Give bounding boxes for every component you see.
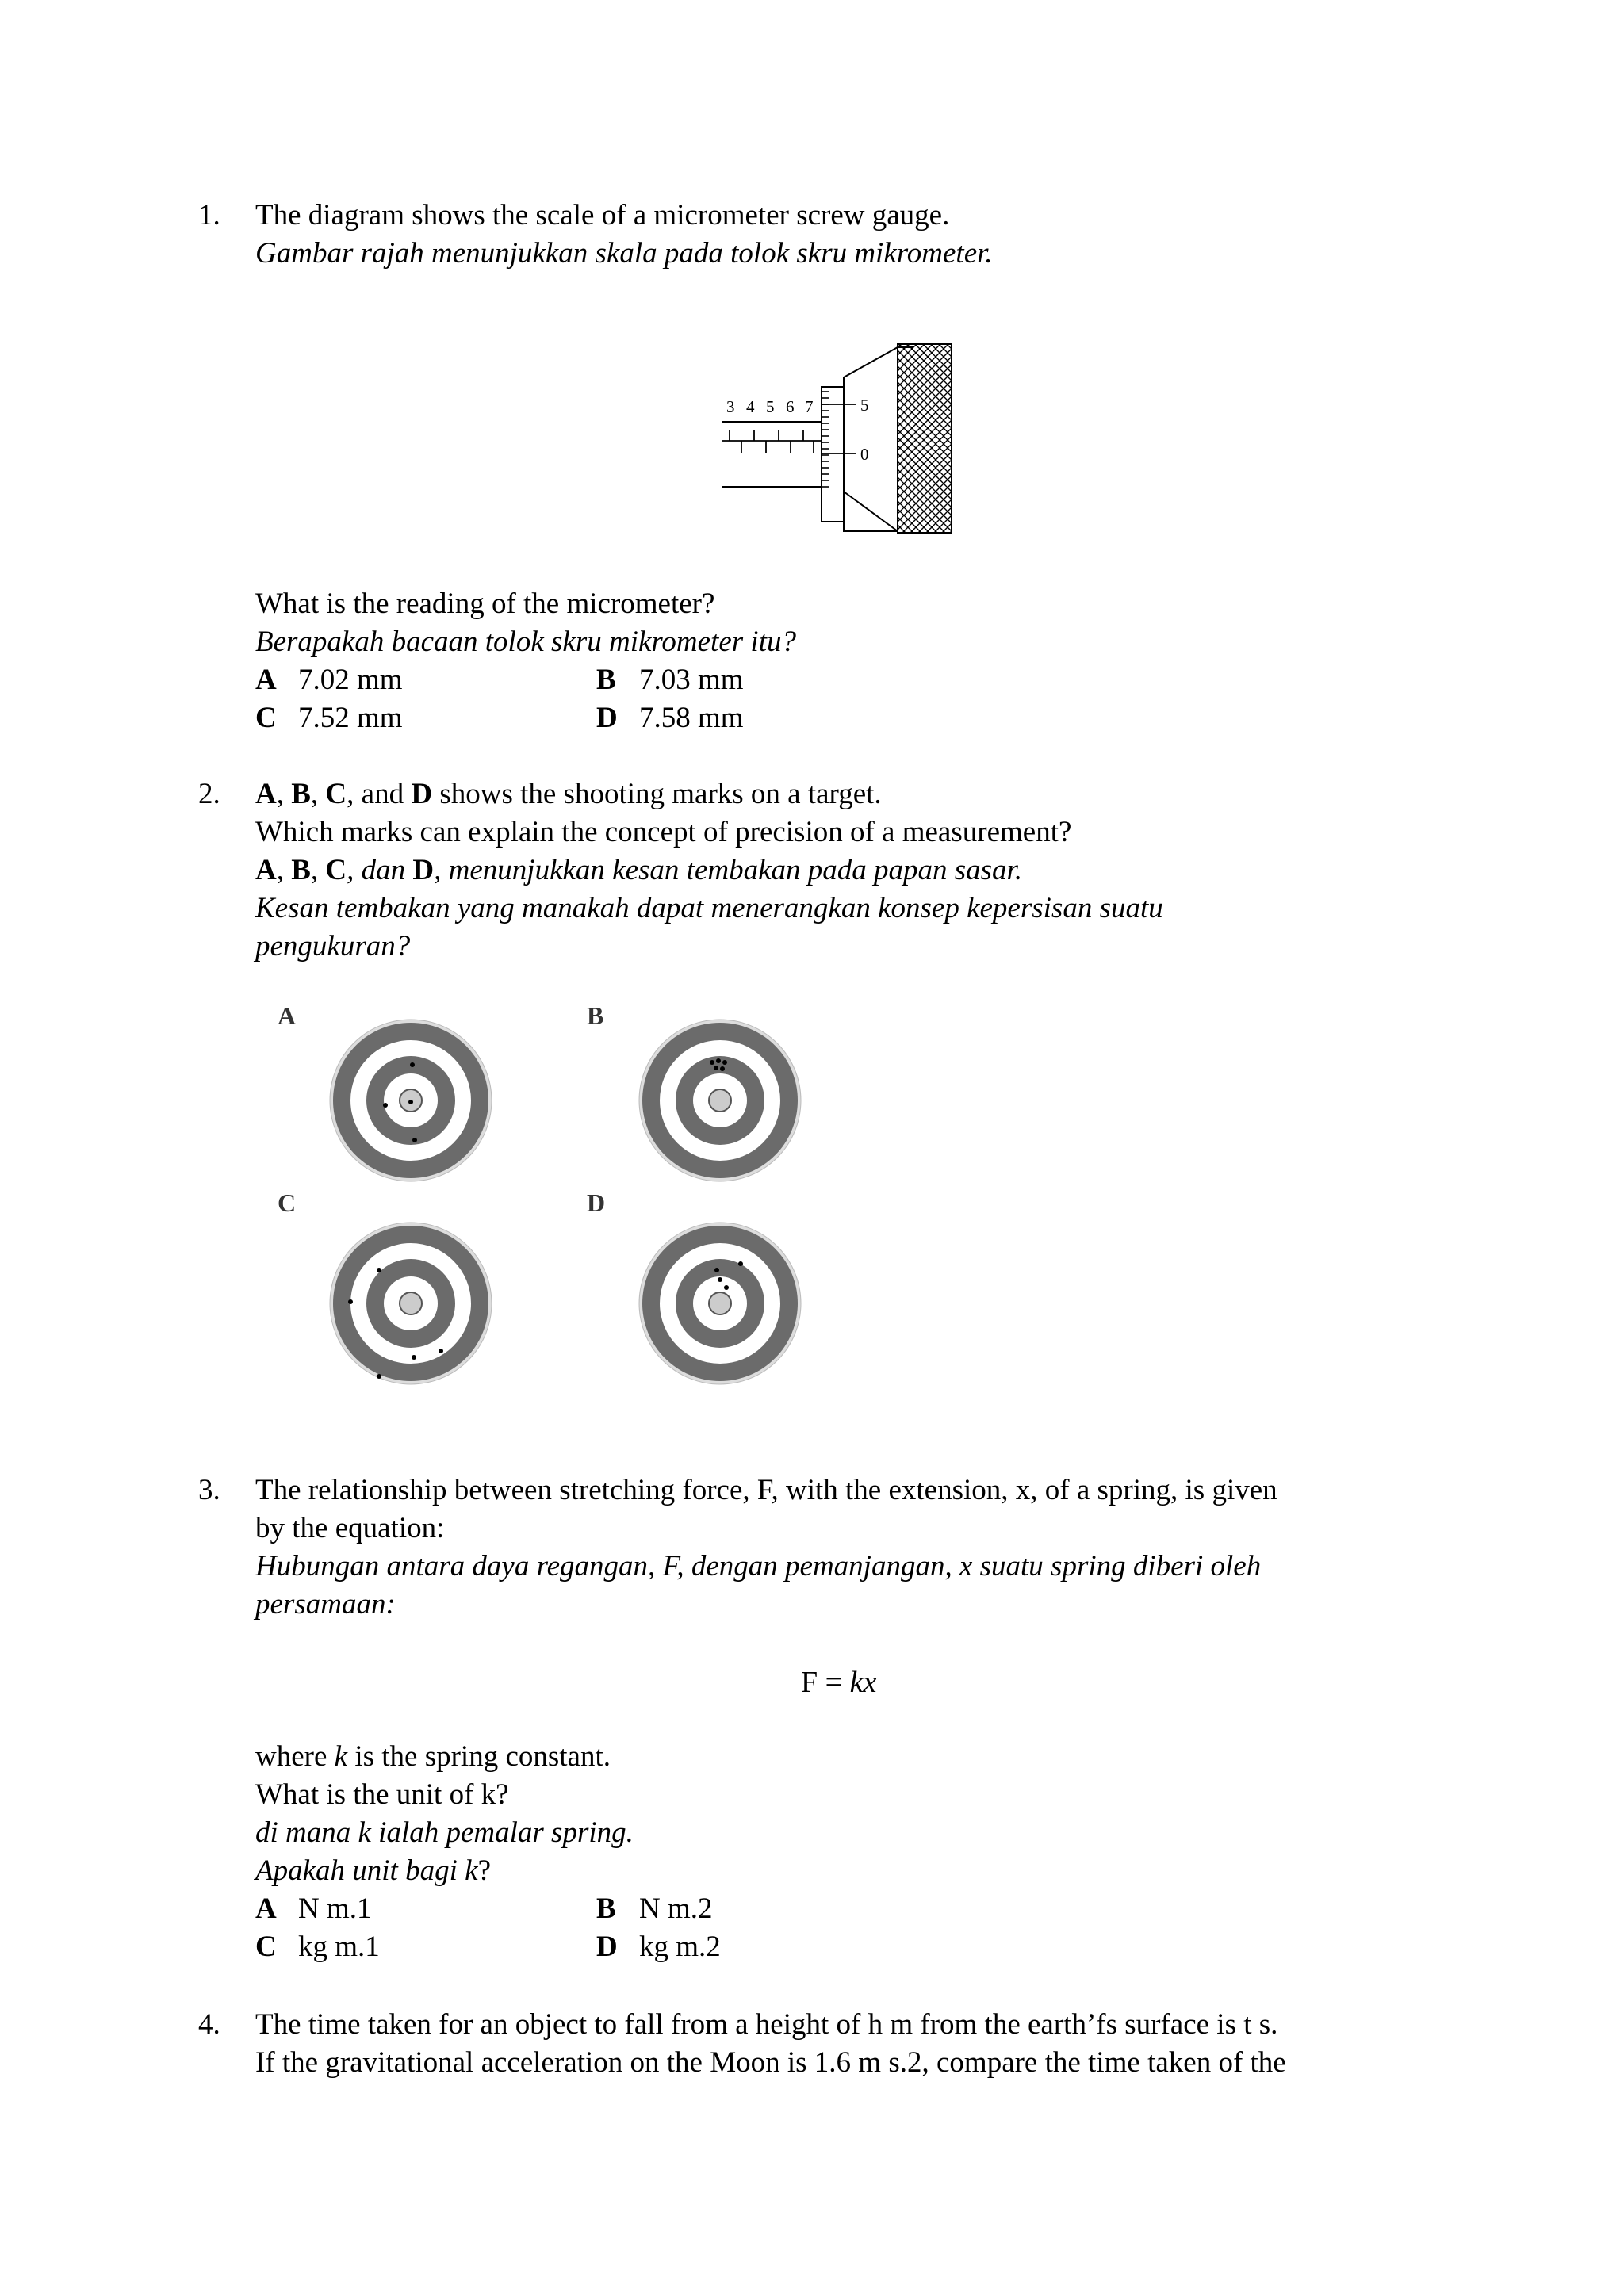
q2-line2: Which marks can explain the concept of precision of a measurement? <box>255 816 1072 848</box>
q3-line4: persamaan: <box>255 1588 396 1621</box>
q3-where-my: di mana k ialah pemalar spring. <box>255 1816 634 1849</box>
option-letter: A <box>255 664 277 696</box>
q4-number: 4. <box>198 2008 220 2041</box>
main-scale-label: 3 <box>726 397 735 416</box>
option-letter: D <box>596 702 618 734</box>
q1-stem-my: Gambar rajah menunjukkan skala pada tolok skru mikrometer. <box>255 237 993 270</box>
q2-number: 2. <box>198 778 220 810</box>
main-scale-upper-ticks <box>730 430 822 441</box>
target-label-b: B <box>587 1001 604 1030</box>
target-a <box>330 1020 492 1181</box>
thimble-label: 0 <box>860 445 869 464</box>
main-scale-label: 6 <box>786 397 795 416</box>
option-letter: C <box>255 1931 277 1963</box>
option-letter: A <box>255 1892 277 1925</box>
q1-option-c <box>255 699 403 737</box>
q2-line5: pengukuran? <box>255 930 411 962</box>
main-scale-label: 5 <box>766 397 775 416</box>
q3-option-a <box>255 1890 372 1928</box>
option-text: 7.02 mm <box>298 664 403 696</box>
q3-where-en: where k is the spring constant. <box>255 1740 611 1773</box>
option-letter: B <box>596 664 616 696</box>
main-scale-lower-ticks <box>741 441 814 453</box>
main-scale-label: 7 <box>805 397 814 416</box>
q2-line4: Kesan tembakan yang manakah dapat menerangkan konsep kepersisan suatu <box>255 892 1163 924</box>
q1-stem-en: The diagram shows the scale of a micrometer screw gauge. <box>255 199 950 232</box>
q3-question-en: What is the unit of k? <box>255 1778 509 1811</box>
target-d <box>639 1223 801 1384</box>
option-text: 7.58 mm <box>639 702 744 734</box>
q2-line3: A, B, C, dan D, menunjukkan kesan tembakan pada papan sasar. <box>255 854 1023 886</box>
thimble <box>822 387 844 522</box>
target-label-c: C <box>278 1188 297 1217</box>
q1-question-my: Berapakah bacaan tolok skru mikrometer itu? <box>255 626 796 658</box>
q1-option-a <box>255 661 403 699</box>
target-c <box>330 1223 492 1384</box>
option-letter: B <box>596 1892 616 1925</box>
q3-number: 3. <box>198 1474 220 1506</box>
micrometer-diagram <box>714 333 975 539</box>
option-letter: D <box>596 1931 618 1963</box>
q3-question-my: Apakah unit bagi k? <box>255 1854 491 1887</box>
ratchet-knurl <box>898 344 952 533</box>
option-text: kg m.2 <box>639 1931 721 1963</box>
q3-option-c <box>255 1928 380 1966</box>
target-b <box>639 1020 801 1181</box>
q1-option-b <box>596 661 744 699</box>
q3-equation: F = kx <box>801 1666 877 1699</box>
option-text: 7.52 mm <box>298 702 403 734</box>
q3-line3: Hubungan antara daya regangan, F, dengan pemanjangan, x suatu spring diberi oleh <box>255 1550 1262 1582</box>
thimble-label: 5 <box>860 396 869 415</box>
q1-option-d <box>596 699 744 737</box>
main-scale-label: 4 <box>746 397 755 416</box>
option-text: N m.1 <box>298 1892 372 1925</box>
option-text: N m.2 <box>639 1892 713 1925</box>
target-label-a: A <box>278 1001 297 1030</box>
target-label-d: D <box>587 1188 606 1217</box>
shooting-targets <box>262 991 848 1403</box>
q1-number: 1. <box>198 199 220 232</box>
q3-option-b <box>596 1890 713 1928</box>
q3-option-d <box>596 1928 721 1966</box>
q4-line2: If the gravitational acceleration on the Moon is 1.6 m s.2, compare the time taken of the <box>255 2046 1286 2079</box>
q2-line1: A, B, C, and D shows the shooting marks on a target. <box>255 778 882 810</box>
q3-line2: by the equation: <box>255 1512 445 1544</box>
thimble-cone-edge <box>844 492 898 531</box>
q1-question-en: What is the reading of the micrometer? <box>255 587 715 620</box>
option-text: 7.03 mm <box>639 664 744 696</box>
q3-line1: The relationship between stretching force, F, with the extension, x, of a spring, is given <box>255 1474 1277 1506</box>
option-letter: C <box>255 702 277 734</box>
q4-line1: The time taken for an object to fall from a height of h m from the earth’fs surface is t s. <box>255 2008 1278 2041</box>
option-text: kg m.1 <box>298 1931 380 1963</box>
